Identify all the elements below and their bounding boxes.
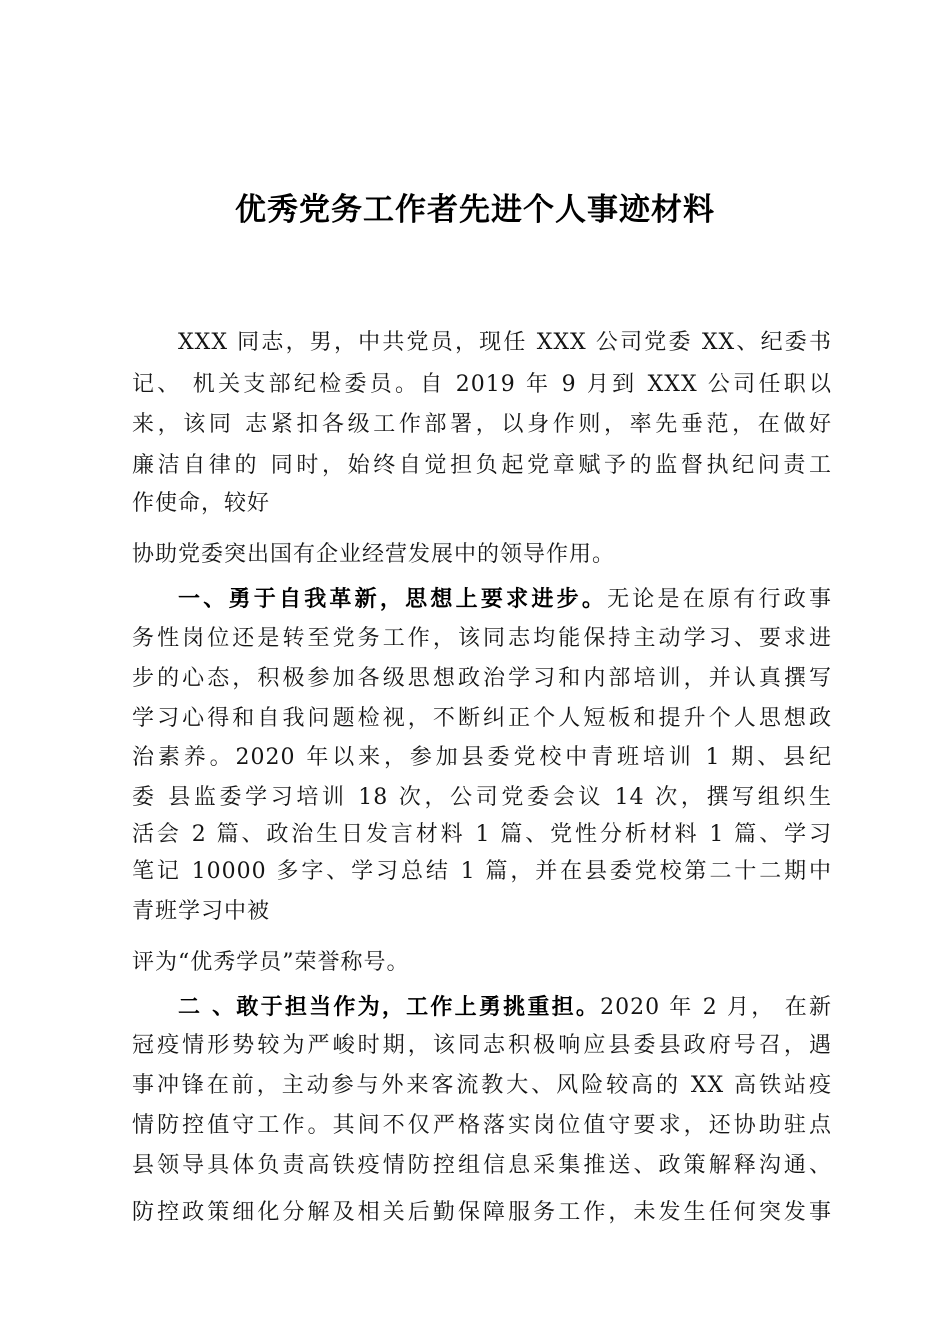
intro-line-3: 来，该同 志紧扣各级工作部署，以身作则，率先垂范，在做好	[132, 412, 832, 437]
section1-line-6: 委 县监委学习培训 18 次，公司党委会议 14 次，撰写组织生	[132, 785, 832, 810]
document-title: 优秀党务工作者先进个人事迹材料	[235, 192, 715, 228]
section2-line-6: 防控政策细化分解及相关后勤保障服务工作，未发生任何突发事	[132, 1200, 832, 1225]
intro-line-4: 廉洁自律的 同时，始终自觉担负起党章赋予的监督执纪问责工	[132, 453, 832, 478]
section1-line-9: 青班学习中被	[132, 899, 271, 924]
section2-line-2: 冠疫情形势较为严峻时期，该同志积极响应县委县政府号召，遇	[132, 1033, 832, 1058]
intro-line-5: 作使命，较好	[132, 491, 271, 516]
section1-first-line	[178, 585, 832, 615]
section2-line-4: 情防控值守工作。其间不仅严格落实岗位值守要求，还协助驻点	[132, 1113, 832, 1138]
section1-line-10: 评为“优秀学员”荣誉称号。	[132, 950, 410, 975]
section1-heading: 一、勇于自我革新，思想上要求进步。	[178, 587, 608, 612]
intro-line-2: 记、 机关支部纪检委员。自 2019 年 9 月到 XXX 公司任职以	[132, 372, 832, 397]
section1-line-8: 笔记 10000 多字、学习总结 1 篇，并在县委党校第二十二期中	[132, 859, 832, 884]
intro-line-1: XXX 同志，男，中共党员，现任 XXX 公司党委 XX、纪委书	[178, 330, 832, 355]
intro-line-6: 协助党委突出国有企业经营发展中的领导作用。	[132, 542, 616, 567]
section1-line-5: 治素养。2020 年以来，参加县委党校中青班培训 1 期、县纪	[132, 745, 832, 770]
section2-first-line-rest: 2020 年 2 月， 在新	[600, 995, 832, 1020]
section1-first-line-rest: 无论是在原有行政事	[607, 587, 832, 612]
section2-line-5: 县领导具体负责高铁疫情防控组信息采集推送、政策解释沟通、	[132, 1153, 832, 1178]
section1-line-2: 务性岗位还是转至党务工作，该同志均能保持主动学习、要求进	[132, 626, 832, 651]
section1-line-4: 学习心得和自我问题检视，不断纠正个人短板和提升个人思想政	[132, 706, 832, 731]
section1-line-3: 步的心态，积极参加各级思想政治学习和内部培训，并认真撰写	[132, 666, 832, 691]
section2-first-line	[178, 993, 832, 1023]
section2-heading: 二 、敢于担当作为，工作上勇挑重担。	[178, 995, 601, 1020]
section1-line-7: 活会 2 篇、政治生日发言材料 1 篇、党性分析材料 1 篇、学习	[132, 822, 832, 847]
section2-line-3: 事冲锋在前，主动参与外来客流教大、风险较高的 XX 高铁站疫	[132, 1073, 832, 1098]
